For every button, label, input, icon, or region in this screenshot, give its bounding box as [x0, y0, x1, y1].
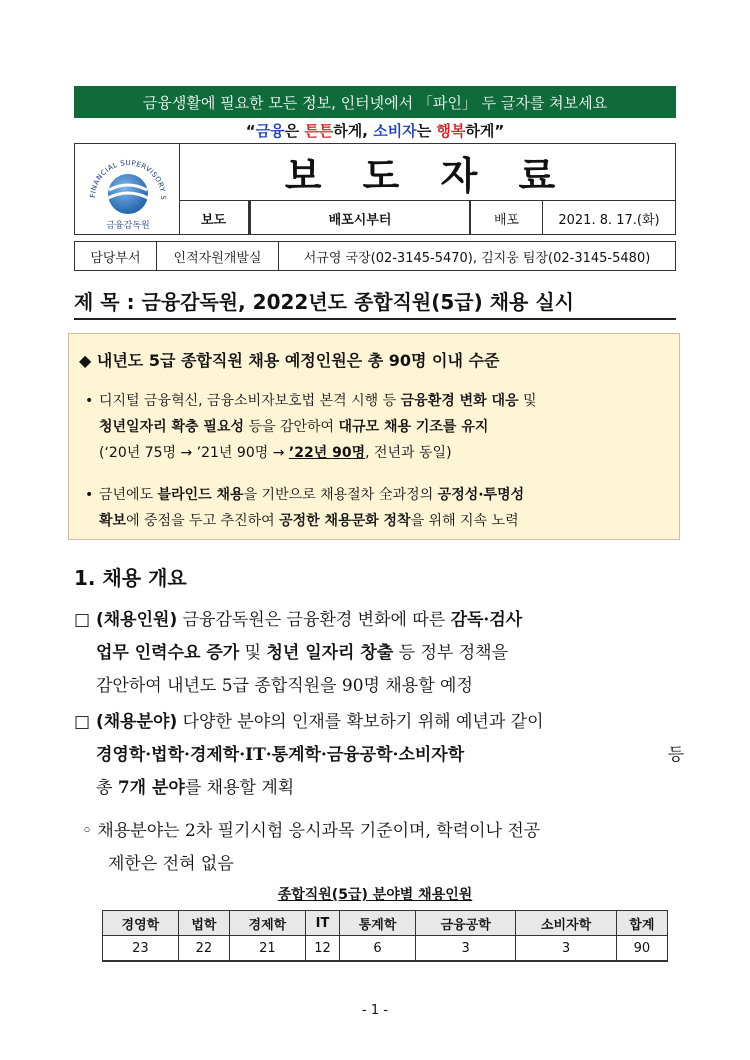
table-row — [103, 936, 668, 962]
table-cell: 3 — [516, 936, 616, 962]
table-header-cell: 합계 — [616, 911, 667, 936]
table-cell: 90 — [616, 936, 667, 962]
table-header-cell: 소비자학 — [516, 911, 616, 936]
dept-label: 담당부서 — [75, 242, 157, 270]
subject-divider — [74, 318, 676, 320]
table-header-cell: 경제학 — [229, 911, 305, 936]
top-banner: 금융생활에 필요한 모든 정보, 인터넷에서 「파인」 두 글자를 쳐보세요 — [74, 86, 676, 118]
logo-ring-text: FINANCIAL SUPERVISORY S — [88, 158, 168, 201]
paragraph-recruitment-fields: □ (채용분야) 다양한 분야의 인재를 확보하기 위해 예년과 같이 경영학·법학·경제학·IT·통계학·금융공학·소비자학 등 총 7개 분야를 채용할 계획 — [74, 712, 684, 798]
paragraph-note: ◦ 채용분야는 2차 필기시험 응시과목 기준이며, 학력이나 전공 제한은 전혀 없음 — [82, 821, 541, 874]
table-header-cell: IT — [305, 911, 339, 936]
table-header-cell: 경영학 — [103, 911, 179, 936]
table-header-cell: 금융공학 — [415, 911, 515, 936]
release-row — [179, 200, 675, 235]
section-heading: 1. 채용 개요 — [74, 566, 187, 590]
summary-headline: ◆ 내년도 5급 종합직원 채용 예정인원은 총 90명 이내 수준 — [79, 351, 500, 370]
press-header — [74, 143, 676, 235]
table-title: 종합직원(5급) 분야별 채용인원 — [277, 887, 473, 903]
table-cell: 3 — [415, 936, 515, 962]
fss-emblem-icon — [75, 144, 179, 234]
fss-logo — [75, 144, 180, 234]
dept-contacts: 서규영 국장(02-3145-5470), 김지웅 팀장(02-3145-5480) — [303, 250, 651, 266]
table-cell: 12 — [305, 936, 339, 962]
logo-name: 금융감독원 — [106, 221, 150, 231]
release-label: 보도 — [179, 201, 249, 235]
dept-name: 인적자원개발실 — [157, 242, 279, 270]
table-header-cell: 통계학 — [340, 911, 416, 936]
page-title: 보 도 자 료 — [284, 153, 570, 198]
table-cell: 21 — [229, 936, 305, 962]
summary-bullet-2: • 금년에도 블라인드 채용을 기반으로 채용절차 全과정의 공정성·투명성 확보에 중점을 두고 추진하여 공정한 채용문화 정착을 위해 지속 노력 — [85, 487, 525, 529]
table-header-row — [103, 911, 668, 936]
page-number: - 1 - — [362, 1003, 388, 1018]
table-header-cell: 법학 — [178, 911, 229, 936]
paragraph-recruitment-size: □ (채용인원) 금융감독원은 금융환경 변화에 따른 감독·검사 업무 인력수요 증가 및 청년 일자리 창출 등 정부 정책을 감안하여 내년도 5급 종합직원을 90명 채용할 예정 — [74, 610, 523, 696]
table-cell: 6 — [340, 936, 416, 962]
summary-box — [68, 333, 680, 540]
summary-bullet-1: • 디지털 금융혁신, 금융소비자보호법 본격 시행 등 금융환경 변화 대응 및 청년일자리 확충 필요성 등을 감안하여 대규모 채용 기조를 유지 (‘20년 75명 → ’21년 90명 → ’22년 90명, 전년과 동일) — [85, 393, 537, 461]
allocation-table — [102, 910, 668, 962]
table-cell: 23 — [103, 936, 179, 962]
table-cell: 22 — [178, 936, 229, 962]
release-value: 배포시부터 — [249, 201, 471, 235]
department-row — [74, 241, 676, 271]
distribution-label: 배포 — [471, 201, 543, 235]
release-date: 2021. 8. 17.(화) — [558, 212, 660, 228]
slogan: “금융은 튼튼하게, 소비자는 행복하게” — [245, 122, 505, 140]
subject-line: 제 목 : 금융감독원, 2022년도 종합직원(5급) 채용 실시 — [74, 290, 574, 314]
